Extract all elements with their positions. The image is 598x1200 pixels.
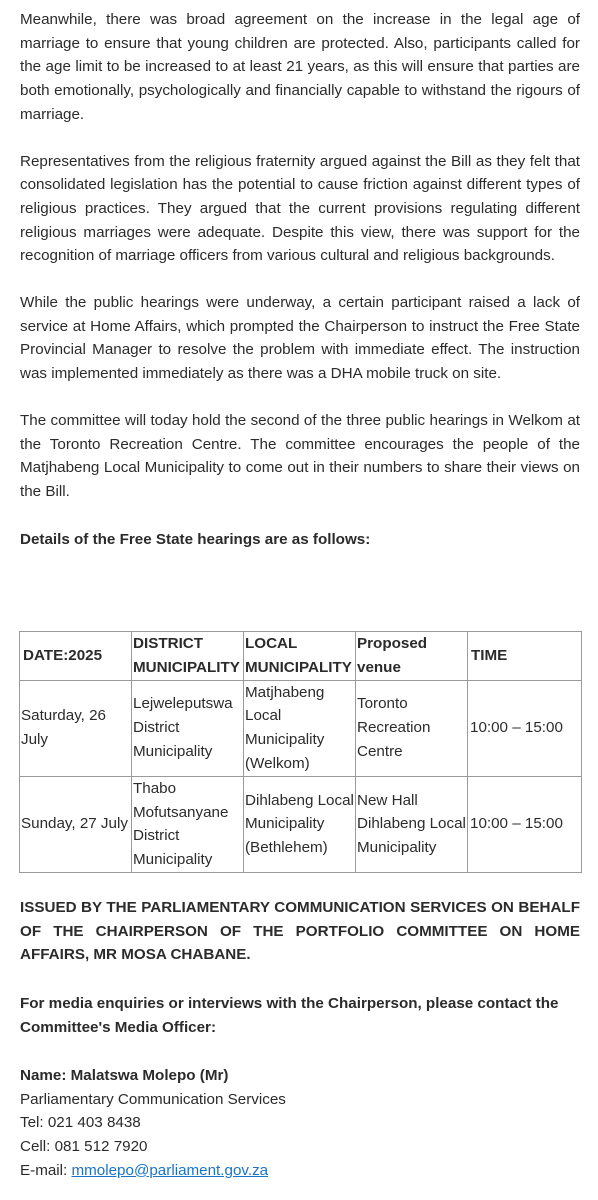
paragraph-home-affairs-service: While the public hearings were underway, a certain participant raised a lack of service at Home Affairs, which prompted the Chairperson to instruct the Free State Provincial Manager to resolve the problem with immediate effect. The instruction was implemented immediately as there was a DHA mobile truck on site. — [20, 294, 580, 383]
cell-district: Thabo Mofutsanyane District Municipality — [132, 776, 244, 872]
cell-local: Matjhabeng Local Municipality (Welkom) — [244, 680, 356, 776]
cell-time: 10:00 – 15:00 — [468, 776, 582, 872]
table-row — [20, 680, 582, 776]
contact-cell: Cell: 081 512 7920 — [20, 1138, 148, 1156]
contact-email-line — [20, 1159, 580, 1183]
cell-date: Saturday, 26 July — [20, 680, 132, 776]
contact-block — [20, 1064, 580, 1183]
cell-time: 10:00 – 15:00 — [468, 680, 582, 776]
cell-date: Sunday, 27 July — [20, 776, 132, 872]
contact-name: Name: Malatswa Molepo (Mr) — [20, 1067, 229, 1084]
column-header-district: DISTRICT MUNICIPALITY — [132, 632, 244, 681]
cell-local: Dihlabeng Local Municipality (Bethlehem) — [244, 776, 356, 872]
column-header-date: DATE:2025 — [20, 632, 132, 681]
email-link[interactable]: mmolepo@parliament.gov.za — [71, 1161, 269, 1179]
contact-email-label: E-mail: — [20, 1161, 72, 1179]
paragraph-religious-fraternity: Representatives from the religious fraternity argued against the Bill as they felt that consolidated legislation has the potential to cause friction against different types of religious practices. They argued that the current provisions regulating different religious marriages were adequate. Despite this view, there was support for the recognition of marriage officers from various cultural and religious backgrounds. — [20, 152, 580, 265]
table-row — [20, 776, 582, 872]
table-header-row — [20, 632, 582, 681]
contact-organisation: Parliamentary Communication Services — [20, 1090, 286, 1108]
cell-venue: New Hall Dihlabeng Local Municipality — [356, 776, 468, 872]
cell-district: Lejweleputswa District Municipality — [132, 680, 244, 776]
column-header-time: TIME — [468, 632, 582, 681]
details-heading: Details of the Free State hearings are as follows: — [20, 530, 371, 548]
cell-venue: Toronto Recreation Centre — [356, 680, 468, 776]
column-header-local: LOCAL MUNICIPALITY — [244, 632, 356, 681]
paragraph-legal-age: Meanwhile, there was broad agreement on the increase in the legal age of marriage to ensure that young children are protected. Also, participants called for the age limit to be increased to at least 21 years, as this will ensure that parties are both emotionally, psychologically and financially capable to withstand the rigours of marriage. — [20, 11, 580, 123]
issued-by-statement: ISSUED BY THE PARLIAMENTARY COMMUNICATION SERVICES ON BEHALF OF THE CHAIRPERSON OF THE PORTFOLIO COMMITTEE ON HOME AFFAIRS, MR MOSA CHABANE. — [20, 899, 580, 964]
contact-tel: Tel: 021 403 8438 — [20, 1114, 141, 1132]
column-header-venue: Proposed venue — [356, 632, 468, 681]
media-enquiries-text: For media enquiries or interviews with the Chairperson, please contact the Committee's Media Officer: — [20, 995, 559, 1036]
paragraph-welkom-hearing: The committee will today hold the second of the three public hearings in Welkom at the Toronto Recreation Centre. The committee encourages the people of the Matjhabeng Local Municipality to come out in their numbers to share their views on the Bill. — [20, 411, 580, 500]
hearings-table — [19, 631, 582, 873]
